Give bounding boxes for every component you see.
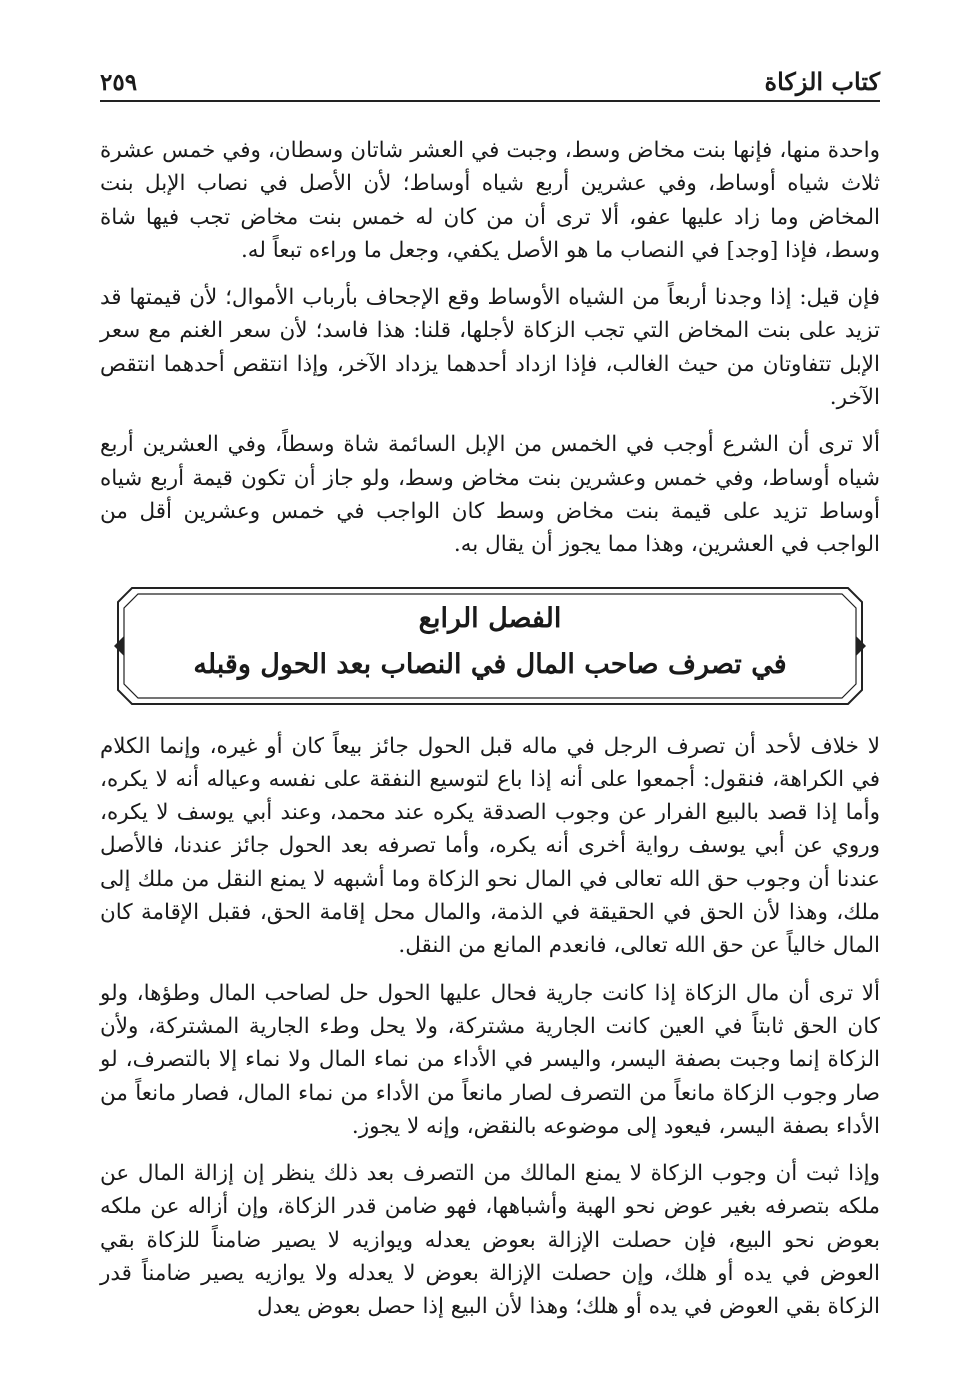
paragraph: وإذا ثبت أن وجوب الزكاة لا يمنع المالك من التصرف بعد ذلك ينظر إن إزالة المال عن ملكه بتصرفه بغير عوض نحو الهبة وأشباهها، فهو ضامن قدر الزكاة، وإن أزاله عن ملكه بعوض نحو البيع، فإن حصلت الإزالة بعوض يعدله ويوازيه لا يصير ضامناً للزكاة بقي العوض في يده أو هلك، وإن حصلت الإزالة بعوض لا يعدله ولا يوازيه يصير ضامناً قدر الزكاة بقي العوض في يده أو هلك؛ وهذا لأن البيع إذا حصل بعوض يعدل [100,1161,880,1320]
running-header [100,52,880,102]
chapter-running-title: كتاب الزكاة [764,67,880,96]
paragraph: ألا ترى أن مال الزكاة إذا كانت جارية فحال عليها الحول حل لصاحب المال وطؤها، ولو كان الحق ثابتاً في العين كانت الجارية مشتركة، ولا يحل وطء الجارية المشتركة، ولأن الزكاة إنما وجبت بصفة اليسر، واليسر في الأداء من نماء المال ولا نماء إلا بالتصرف، لو صار وجوب الزكاة مانعاً من التصرف لصار مانعاً من الأداء من نماء المال، فصار مانعاً من الأداء بصفة اليسر، فيعود إلى موضوعه بالنقض، وإنه لا يجوز. [100,980,880,1139]
chapter-heading: الفصل الرابع [418,602,562,634]
chapter-title-block [110,596,870,688]
page-number: ٢٥٩ [100,69,138,96]
book-page [100,52,880,1324]
paragraph: لا خلاف لأحد أن تصرف الرجل في ماله قبل الحول جائز بيعاً كان أو غيره، وإنما الكلام في الكراهة، فنقول: أجمعوا على أنه إذا باع لتوسيع النفقة على نفسه وعياله أنه لا يكره، وأما إذا قصد بالبيع الفرار عن وجوب الصدقة يكره عند محمد، وعند أبي يوسف لا يكره، وروي عن أبي يوسف رواية أخرى أنه يكره، وأما تصرفه بعد الحول جائز عندنا، فالأصل عندنا أن وجوب حق الله تعالى في المال نحو الزكاة وما أشبهه لا يمنع النقل من ملك إلى ملك، وهذا لأن الحق في الحقيقة في الذمة، والمال محل إقامة الحق، فقبل الإقامة كان المال خالياً عن حق الله تعالى، فانعدم المانع من النقل. [100,733,880,959]
chapter-heading-box [110,582,870,710]
paragraph: ألا ترى أن الشرع أوجب في الخمس من الإبل السائمة شاة وسطاً، وفي العشرين أربع شياه أوساط، وفي خمس وعشرين بنت مخاض وسط، ولو جاز أن تكون قيمة أربع شياه أوساط تزيد على قيمة بنت مخاض وسط كان الواجب في خمس وعشرين أقل من الواجب في العشرين، وهذا مما يجوز أن يقال به. [100,432,880,558]
chapter-subtitle: في تصرف صاحب المال في النصاب بعد الحول وقبله [193,648,787,680]
paragraph: فإن قيل: إذا وجدنا أربعاً من الشياه الأوساط وقع الإجحاف بأرباب الأموال؛ لأن قيمتها قد تزيد على بنت المخاض التي تجب الزكاة لأجلها، قلنا: هذا فاسد؛ لأن سعر الغنم مع سعر الإبل تتفاوتان من حيث الغالب، فإذا ازداد أحدهما يزداد الآخر، وإذا انتقص أحدهما انتقص الآخر. [100,285,880,411]
paragraph: واحدة منها، فإنها بنت مخاض وسط، وجبت في العشر شاتان وسطان، وفي خمس عشرة ثلاث شياه أوساط، وفي عشرين أربع شياه أوساط؛ لأن الأصل في نصاب الإبل بنت المخاض وما زاد عليها عفو، ألا ترى أن من كان له خمس بنت مخاض تجب فيها شاة وسط، فإذا [وجد] في النصاب ما هو الأصل يكفي، وجعل ما وراءه تبعاً له. [100,138,880,263]
